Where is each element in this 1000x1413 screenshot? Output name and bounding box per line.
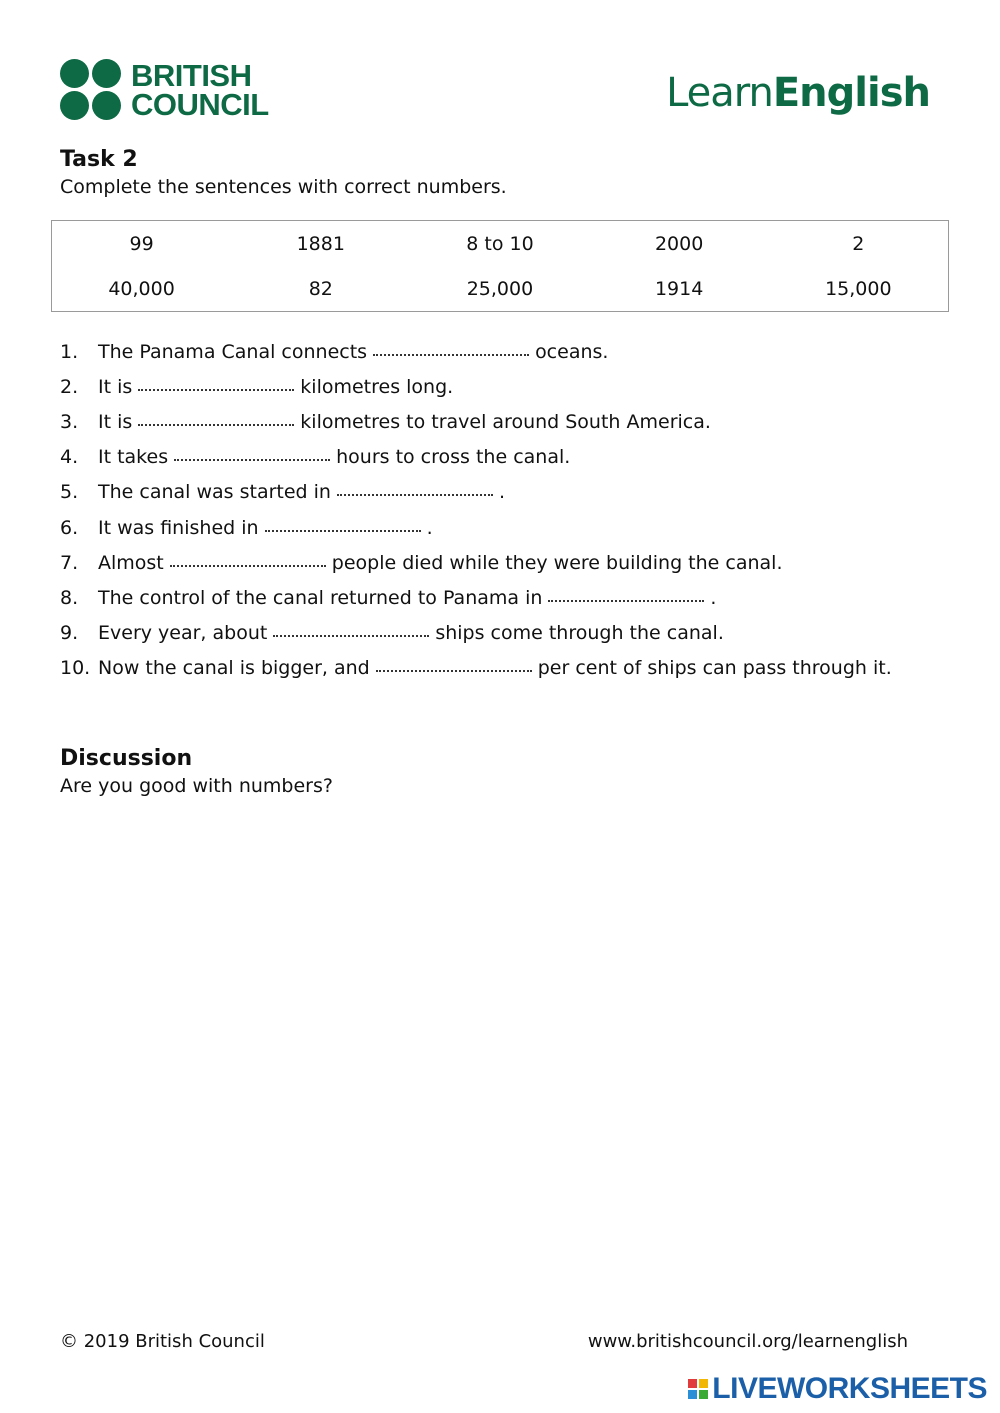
learnenglish-logo — [666, 70, 930, 116]
sentence-text-before: Every year, about — [98, 622, 268, 645]
word-box-cell: 99 — [129, 232, 154, 255]
word-box-cell: 2000 — [654, 232, 704, 255]
liveworksheets-tile-v — [688, 1390, 697, 1399]
liveworksheets-tile-i — [699, 1379, 708, 1388]
sentence-number: 6. — [60, 516, 79, 539]
sentence-number: 3. — [60, 410, 79, 433]
sentence-text-before: The control of the canal returned to Panama in — [98, 586, 543, 609]
sentence-text-before: It takes — [98, 446, 169, 469]
answer-blank-input[interactable] — [174, 449, 330, 461]
sentence-text-after: oceans. — [535, 340, 609, 363]
british-council-dots-icon — [60, 59, 121, 120]
discussion-question: Are you good with numbers? — [60, 775, 333, 797]
sentence-text-after: kilometres long. — [300, 375, 454, 398]
word-box-cell: 1914 — [654, 277, 704, 300]
word-box-cell: 40,000 — [108, 277, 175, 300]
learnenglish-logo-learn: Learn — [666, 70, 773, 116]
word-box — [51, 220, 949, 312]
sentence-text-after: . — [710, 586, 717, 609]
sentence-item — [60, 475, 892, 510]
liveworksheets-wordmark: LIVEWORKSHEETS — [712, 1372, 987, 1405]
british-council-wordmark: BRITISH COUNCIL — [131, 57, 269, 122]
answer-blank-input[interactable] — [548, 590, 704, 602]
sentence-item — [60, 404, 892, 439]
sentence-text-before: The Panama Canal connects — [98, 340, 368, 363]
sentence-item — [60, 651, 892, 686]
word-box-cell: 8 to 10 — [466, 232, 534, 255]
sentence-item — [60, 334, 892, 369]
answer-blank-input[interactable] — [138, 414, 294, 426]
british-council-logo — [60, 59, 269, 120]
sentence-number: 2. — [60, 375, 79, 398]
sentence-text-after: . — [426, 516, 433, 539]
answer-blank-input[interactable] — [273, 625, 429, 637]
sentence-item — [60, 440, 892, 475]
sentence-item — [60, 545, 892, 580]
sentence-number: 8. — [60, 586, 79, 609]
task-instructions: Complete the sentences with correct numbers. — [60, 176, 507, 198]
answer-blank-input[interactable] — [138, 379, 294, 391]
sentence-list — [60, 334, 892, 686]
word-box-cell: 2 — [852, 232, 865, 255]
word-box-cell: 1881 — [296, 232, 345, 255]
sentence-text-before: It is — [98, 410, 133, 433]
sentence-number: 10. — [60, 657, 91, 680]
liveworksheets-tiles-icon — [688, 1379, 708, 1399]
sentence-text-before: The canal was started in — [98, 481, 331, 504]
sentence-item — [60, 616, 892, 651]
sentence-number: 9. — [60, 622, 79, 645]
sentence-number: 5. — [60, 481, 79, 504]
sentence-text-before: It is — [98, 375, 133, 398]
sentence-item — [60, 510, 892, 545]
learnenglish-logo-english: English — [772, 70, 930, 116]
discussion-title: Discussion — [60, 746, 193, 771]
word-box-cell: 25,000 — [466, 277, 534, 300]
sentence-text-after: . — [498, 481, 506, 504]
answer-blank-input[interactable] — [265, 520, 421, 532]
sentence-item — [60, 369, 892, 404]
sentence-text-after: people died while they were building the canal. — [331, 551, 783, 574]
answer-blank-input[interactable] — [373, 344, 529, 356]
sentence-number: 7. — [60, 551, 79, 574]
sentence-text-before: Almost — [98, 551, 164, 574]
liveworksheets-tile-e — [699, 1390, 708, 1399]
sentence-item — [60, 580, 892, 615]
word-box-cell: 15,000 — [825, 277, 892, 300]
task-title: Task 2 — [60, 147, 138, 172]
sentence-text-before: It was finished in — [98, 516, 259, 539]
answer-blank-input[interactable] — [376, 660, 532, 672]
footer-url[interactable]: www.britishcouncil.org/learnenglish — [587, 1331, 908, 1352]
liveworksheets-tile-l — [688, 1379, 697, 1388]
sentence-text-before: Now the canal is bigger, and — [98, 657, 370, 680]
word-box-cell: 82 — [308, 277, 333, 300]
sentence-number: 4. — [60, 446, 79, 469]
sentence-text-after: ships come through the canal. — [435, 622, 724, 645]
sentence-text-after: per cent of ships can pass through it. — [537, 657, 892, 680]
sentence-text-after: kilometres to travel around South America. — [300, 410, 711, 433]
answer-blank-input[interactable] — [170, 555, 326, 567]
footer-copyright: © 2019 British Council — [60, 1331, 265, 1352]
word-box-row — [52, 221, 948, 266]
liveworksheets-logo — [688, 1372, 987, 1406]
sentence-number: 1. — [60, 340, 79, 363]
word-box-row — [52, 266, 948, 311]
sentence-text-after: hours to cross the canal. — [336, 446, 571, 469]
answer-blank-input[interactable] — [337, 484, 493, 496]
